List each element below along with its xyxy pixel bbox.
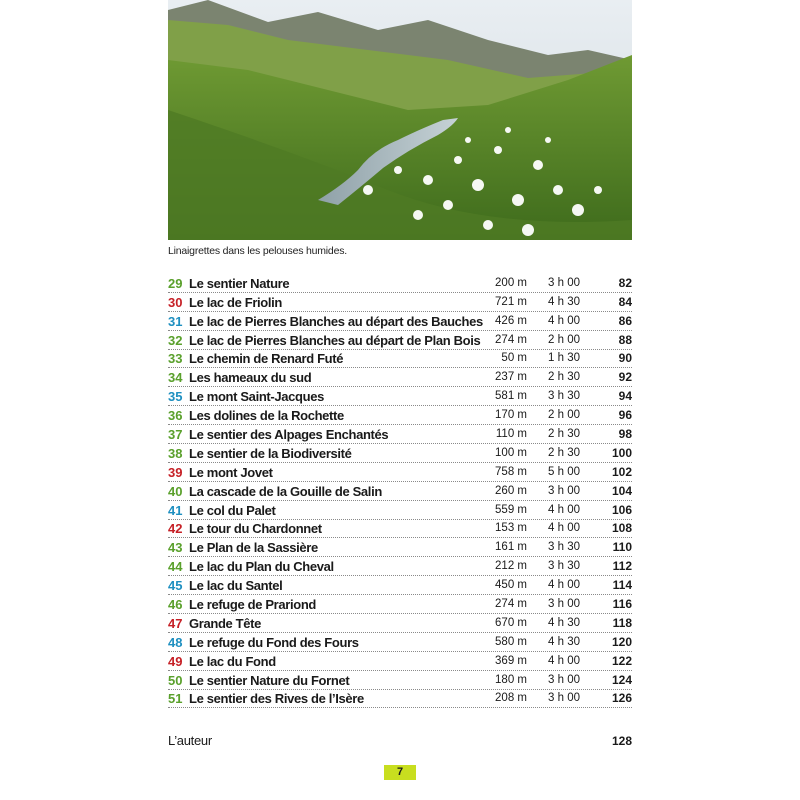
duration: 4 h 00 — [548, 522, 580, 535]
hike-title: Le lac du Santel — [189, 578, 283, 594]
elevation-gain: 208 m — [495, 692, 527, 705]
hike-title: Le sentier de la Biodiversité — [189, 445, 352, 461]
duration: 3 h 30 — [548, 560, 580, 573]
hike-number: 45 — [168, 578, 183, 594]
author-entry[interactable] — [168, 732, 632, 748]
elevation-gain: 580 m — [495, 635, 527, 648]
page-number: 108 — [611, 521, 632, 536]
toc-row[interactable] — [168, 368, 632, 387]
hike-number: 38 — [168, 445, 183, 461]
hike-number: 42 — [168, 521, 183, 537]
toc-row[interactable] — [168, 274, 632, 293]
duration: 4 h 30 — [548, 635, 580, 648]
hike-number: 36 — [168, 408, 183, 424]
elevation-gain: 559 m — [495, 503, 527, 516]
page-number: 106 — [611, 502, 632, 517]
hike-title: Le mont Saint-Jacques — [189, 389, 324, 405]
page-number: 82 — [618, 275, 632, 290]
elevation-gain: 180 m — [495, 673, 527, 686]
page-number: 100 — [611, 445, 632, 460]
page-number: 112 — [612, 559, 632, 574]
toc-row[interactable] — [168, 557, 632, 576]
duration: 3 h 00 — [548, 276, 580, 289]
duration: 3 h 00 — [548, 673, 580, 686]
hike-title: Le col du Palet — [189, 502, 276, 518]
duration: 3 h 30 — [548, 541, 580, 554]
page-number: 120 — [611, 634, 632, 649]
elevation-gain: 212 m — [495, 560, 527, 573]
hike-number: 49 — [168, 653, 183, 669]
hike-number: 30 — [168, 294, 183, 310]
duration: 3 h 00 — [548, 692, 580, 705]
elevation-gain: 274 m — [495, 598, 527, 611]
hike-number: 35 — [168, 389, 183, 405]
duration: 3 h 30 — [548, 390, 580, 403]
hike-number: 41 — [168, 502, 183, 518]
hike-number: 40 — [168, 483, 183, 499]
elevation-gain: 581 m — [495, 390, 527, 403]
duration: 1 h 30 — [548, 352, 580, 365]
hike-title: Le refuge du Fond des Fours — [189, 634, 359, 650]
hike-number: 33 — [168, 351, 183, 367]
hike-number: 39 — [168, 464, 183, 480]
hike-title: Le sentier des Rives de l’Isère — [189, 691, 364, 707]
hike-title: Le mont Jovet — [189, 464, 273, 480]
page-number: 96 — [618, 408, 632, 423]
page-folio: 7 — [384, 765, 416, 780]
elevation-gain: 110 m — [495, 428, 527, 441]
page-number: 104 — [611, 483, 632, 498]
toc-row[interactable] — [168, 633, 632, 652]
hike-title: Le sentier Nature — [189, 275, 290, 291]
toc-row[interactable] — [168, 293, 632, 312]
toc-row[interactable] — [168, 538, 632, 557]
hike-number: 48 — [168, 634, 183, 650]
hike-title: Le Plan de la Sassière — [189, 540, 318, 556]
hike-title: Le lac du Fond — [189, 653, 276, 669]
toc-row[interactable] — [168, 690, 632, 709]
photo-caption: Linaigrettes dans les pelouses humides. — [168, 245, 347, 257]
hike-number: 47 — [168, 615, 183, 631]
hike-title: Le lac de Pierres Blanches au départ de Plan Bois — [189, 332, 481, 348]
toc-row[interactable] — [168, 595, 632, 614]
toc-row[interactable] — [168, 425, 632, 444]
duration: 4 h 00 — [548, 579, 580, 592]
hike-number: 43 — [168, 540, 183, 556]
toc-row[interactable] — [168, 576, 632, 595]
toc-row[interactable] — [168, 387, 632, 406]
page-number: 86 — [618, 313, 632, 328]
duration: 4 h 00 — [548, 654, 580, 667]
hike-number: 37 — [168, 427, 183, 443]
author-label: L’auteur — [168, 733, 212, 748]
mountain-meadow-photo — [168, 0, 632, 240]
duration: 4 h 30 — [548, 616, 580, 629]
hike-number: 50 — [168, 672, 183, 688]
elevation-gain: 274 m — [495, 333, 527, 346]
elevation-gain: 50 m — [501, 352, 527, 365]
elevation-gain: 758 m — [495, 465, 527, 478]
toc-row[interactable] — [168, 444, 632, 463]
page-number: 92 — [618, 370, 632, 385]
elevation-gain: 450 m — [495, 579, 527, 592]
toc-row[interactable] — [168, 350, 632, 369]
page-number: 126 — [611, 691, 632, 706]
duration: 2 h 00 — [548, 333, 580, 346]
hike-title: Le lac du Plan du Cheval — [189, 559, 334, 575]
hike-title: Les hameaux du sud — [189, 370, 312, 386]
hike-title: La cascade de la Gouille de Salin — [189, 483, 382, 499]
page-number: 122 — [611, 653, 632, 668]
duration: 2 h 30 — [548, 371, 580, 384]
elevation-gain: 721 m — [495, 295, 527, 308]
hike-title: Grande Tête — [189, 615, 262, 631]
elevation-gain: 260 m — [495, 484, 527, 497]
duration: 4 h 00 — [548, 503, 580, 516]
duration: 2 h 30 — [548, 446, 580, 459]
duration: 2 h 30 — [548, 428, 580, 441]
elevation-gain: 153 m — [495, 522, 527, 535]
hike-number: 51 — [168, 691, 183, 707]
toc-row[interactable] — [168, 671, 632, 690]
page-number: 84 — [618, 294, 632, 309]
toc-row[interactable] — [168, 312, 632, 331]
hike-title: Le tour du Chardonnet — [189, 521, 322, 537]
elevation-gain: 100 m — [495, 446, 527, 459]
hike-number: 44 — [168, 559, 183, 575]
hike-number: 32 — [168, 332, 183, 348]
elevation-gain: 161 m — [495, 541, 527, 554]
page-number: 90 — [618, 351, 632, 366]
hike-title: Le chemin de Renard Futé — [189, 351, 344, 367]
duration: 3 h 00 — [548, 484, 580, 497]
page-number: 116 — [612, 597, 632, 612]
duration: 4 h 00 — [548, 314, 580, 327]
elevation-gain: 237 m — [495, 371, 527, 384]
toc-row[interactable] — [168, 482, 632, 501]
toc-row[interactable] — [168, 520, 632, 539]
hike-title: Le sentier des Alpages Enchantés — [189, 427, 389, 443]
page-number: 98 — [618, 427, 632, 442]
duration: 3 h 00 — [548, 598, 580, 611]
toc-row[interactable] — [168, 652, 632, 671]
photo-illustration — [168, 0, 632, 240]
hike-title: Les dolines de la Rochette — [189, 408, 344, 424]
page-number: 102 — [611, 464, 632, 479]
toc-row[interactable] — [168, 331, 632, 350]
elevation-gain: 170 m — [495, 409, 527, 422]
page-number: 94 — [618, 389, 632, 404]
page-number: 114 — [612, 578, 632, 593]
hike-number: 29 — [168, 275, 183, 291]
toc-row[interactable] — [168, 614, 632, 633]
duration: 2 h 00 — [548, 409, 580, 422]
hike-title: Le lac de Friolin — [189, 294, 283, 310]
page-number: 88 — [618, 332, 632, 347]
toc-row[interactable] — [168, 501, 632, 520]
duration: 4 h 30 — [548, 295, 580, 308]
author-page-number: 128 — [611, 734, 632, 748]
toc-row[interactable] — [168, 406, 632, 425]
page-number: 110 — [612, 540, 632, 555]
elevation-gain: 200 m — [495, 276, 527, 289]
toc-row[interactable] — [168, 463, 632, 482]
table-of-contents — [168, 274, 632, 708]
elevation-gain: 426 m — [495, 314, 527, 327]
hike-title: Le refuge de Prariond — [189, 597, 317, 613]
duration: 5 h 00 — [548, 465, 580, 478]
hike-number: 46 — [168, 597, 183, 613]
page-number: 124 — [611, 672, 632, 687]
hike-title: Le lac de Pierres Blanches au départ des Bauches — [189, 313, 483, 329]
hike-number: 31 — [168, 313, 183, 329]
elevation-gain: 670 m — [495, 616, 527, 629]
hike-number: 34 — [168, 370, 183, 386]
hike-title: Le sentier Nature du Fornet — [189, 672, 350, 688]
elevation-gain: 369 m — [495, 654, 527, 667]
page-number: 118 — [612, 615, 632, 630]
